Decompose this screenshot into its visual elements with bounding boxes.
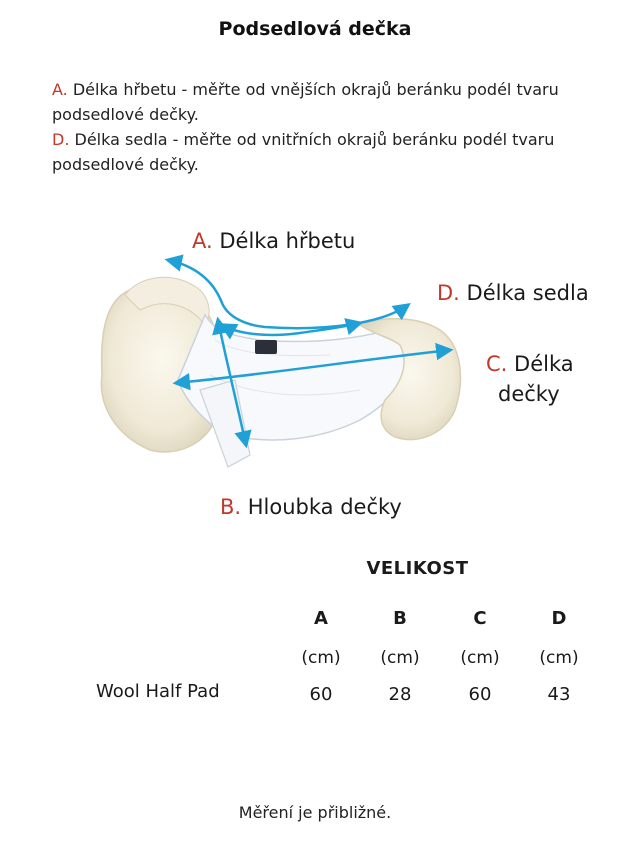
unit-c: (cm) (460, 648, 500, 668)
label-c-text2: dečky (498, 382, 560, 406)
note-a-letter: A. (52, 80, 68, 99)
measurement-notes (52, 77, 592, 177)
col-header-c: C (473, 608, 487, 629)
brand-tag (255, 340, 277, 354)
unit-a: (cm) (301, 648, 341, 668)
label-c-letter: C. (486, 352, 508, 376)
label-a-letter: A. (192, 229, 213, 253)
value-a: 60 (309, 684, 333, 705)
footnote: Měření je přibližné. (238, 803, 392, 822)
label-a-text: Délka hřbetu (212, 229, 356, 253)
label-b-text: Hloubka dečky (241, 495, 402, 519)
label-c-text: Délka (507, 352, 574, 376)
saddle-pad-diagram (0, 205, 630, 535)
note-d (52, 127, 592, 177)
label-c (486, 349, 574, 409)
value-c: 60 (468, 684, 492, 705)
label-d-text: Délka sedla (459, 281, 589, 305)
col-header-d: D (551, 608, 567, 629)
row-name: Wool Half Pad (96, 681, 220, 702)
page-title: Podsedlová dečka (218, 18, 412, 40)
note-a (52, 77, 592, 127)
unit-d: (cm) (539, 648, 579, 668)
col-header-b: B (393, 608, 407, 629)
unit-b: (cm) (380, 648, 420, 668)
label-b (220, 495, 402, 519)
col-header-a: A (314, 608, 328, 629)
note-d-text: Délka sedla - měřte od vnitřních okrajů beránku podél tvaru podsedlové dečky. (52, 130, 555, 174)
label-d (437, 281, 589, 305)
note-d-letter: D. (52, 130, 70, 149)
label-b-letter: B. (220, 495, 242, 519)
label-d-letter: D. (437, 281, 460, 305)
value-d: 43 (547, 684, 571, 705)
note-a-text: Délka hřbetu - měřte od vnějších okrajů beránku podél tvaru podsedlové dečky. (52, 80, 559, 124)
label-a (192, 229, 355, 253)
value-b: 28 (388, 684, 412, 705)
size-table-heading: VELIKOST (366, 558, 469, 579)
